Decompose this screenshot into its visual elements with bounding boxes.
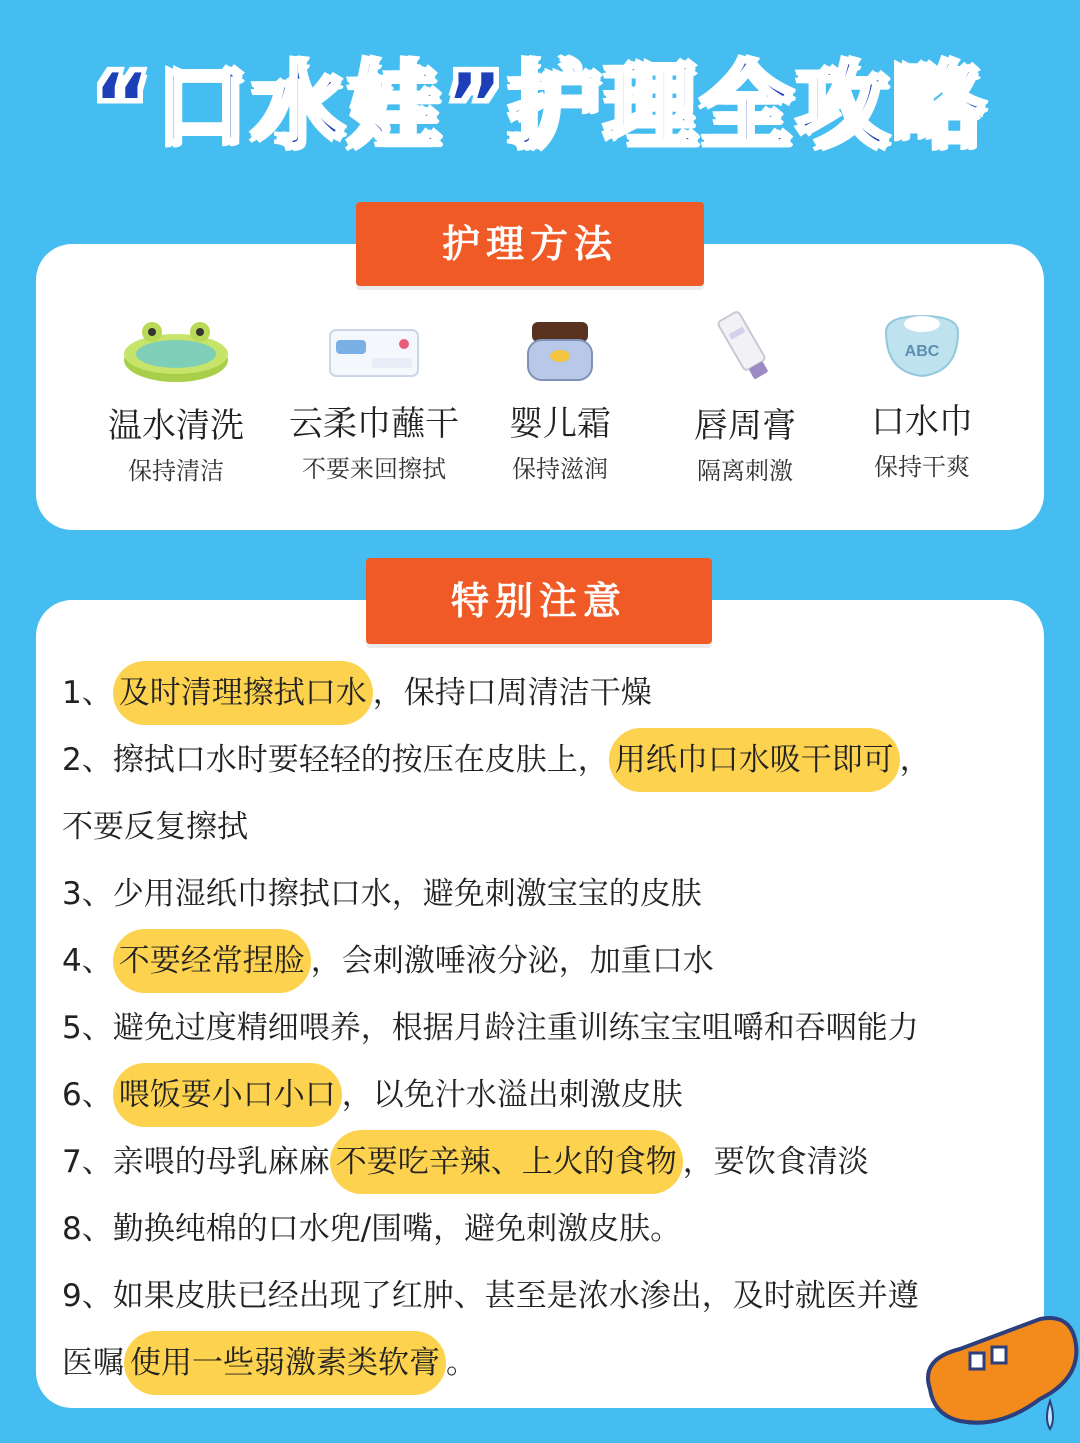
note-highlight: 及时清理擦拭口水 xyxy=(113,661,373,725)
note-item: 2、擦拭口水时要轻轻的按压在皮肤上， 用纸巾口水吸干即可 ， xyxy=(62,727,1022,794)
method-name: 婴儿霜 xyxy=(509,404,611,444)
note-item: 不要反复擦拭 xyxy=(62,809,248,845)
method-desc: 保持清洁 xyxy=(128,457,224,485)
method-desc: 保持滋润 xyxy=(512,455,608,483)
note-item: 1、 及时清理擦拭口水 ，保持口周清洁干燥 xyxy=(62,660,1022,727)
method-item-lip-balm xyxy=(670,308,820,486)
note-item: 6、 喂饭要小口小口 ，以免汁水溢出刺激皮肤 xyxy=(62,1062,1022,1129)
note-highlight: 喂饭要小口小口 xyxy=(113,1063,342,1127)
note-highlight: 用纸巾口水吸干即可 xyxy=(609,728,900,792)
method-item-tissue xyxy=(284,322,464,484)
note-highlight: 使用一些弱激素类软膏 xyxy=(124,1331,446,1395)
method-name: 口水巾 xyxy=(871,402,973,442)
method-name: 唇周膏 xyxy=(694,406,796,446)
basin-icon xyxy=(96,316,256,390)
note-item: 5、避免过度精细喂养，根据月龄注重训练宝宝咀嚼和吞咽能力 xyxy=(62,1010,919,1046)
note-item: 7、亲喂的母乳麻麻 不要吃辛辣、上火的食物 ，要饮食清淡 xyxy=(62,1129,1022,1196)
note-item: 8、勤换纯棉的口水兜/围嘴，避免刺激皮肤。 xyxy=(62,1211,682,1247)
note-item: 3、少用湿纸巾擦拭口水，避免刺激宝宝的皮肤 xyxy=(62,876,702,912)
note-highlight: 不要经常捏脸 xyxy=(113,929,311,993)
note-item: 医嘱 使用一些弱激素类软膏 。 xyxy=(62,1330,1022,1397)
method-desc: 保持干爽 xyxy=(874,453,970,481)
svg-text:ABC: ABC xyxy=(904,343,940,360)
method-desc: 隔离刺激 xyxy=(697,457,793,485)
method-item-warm-water xyxy=(96,316,256,486)
method-item-bib xyxy=(852,312,992,482)
cream-jar-icon xyxy=(490,318,630,388)
page-title: “口水娃”护理全攻略 xyxy=(91,53,989,160)
method-item-cream xyxy=(490,318,630,484)
tissue-pack-icon xyxy=(284,322,464,388)
method-desc: 不要来回擦拭 xyxy=(302,455,446,483)
note-highlight: 不要吃辛辣、上火的食物 xyxy=(330,1130,683,1194)
note-item: 4、 不要经常捏脸 ，会刺激唾液分泌，加重口水 xyxy=(62,928,1022,995)
bib-icon xyxy=(852,312,992,386)
notes-section-title: 特别注意 xyxy=(366,558,712,644)
method-name: 温水清洗 xyxy=(108,406,244,446)
note-item: 9、如果皮肤已经出现了红肿、甚至是浓水渗出，及时就医并遵 xyxy=(62,1278,919,1314)
notes-list xyxy=(62,660,1022,1397)
tongue-mascot-icon xyxy=(900,1289,1080,1443)
methods-section-title: 护理方法 xyxy=(356,202,704,286)
method-name: 云柔巾蘸干 xyxy=(289,404,459,444)
ointment-tube-icon xyxy=(670,308,820,390)
